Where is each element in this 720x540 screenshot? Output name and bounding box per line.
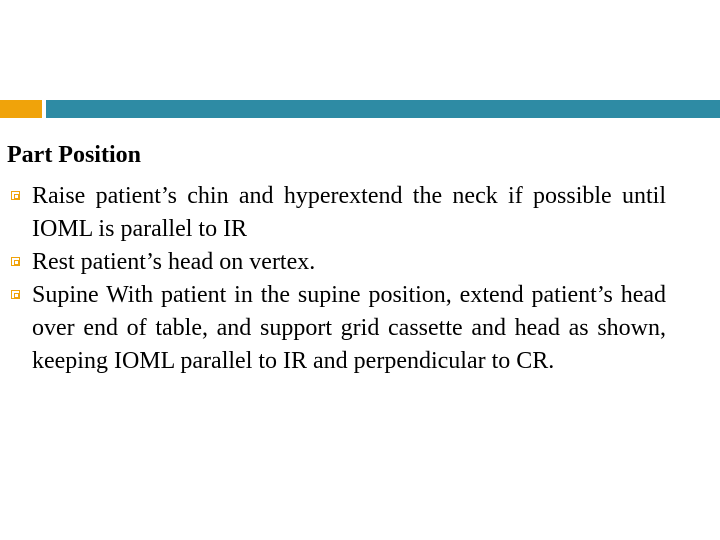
accent-bar [0,100,42,118]
bullet-text: Rest patient’s head on vertex. [32,249,316,275]
bullet-list [0,180,720,378]
square-bullet-icon [11,257,20,266]
bullet-text: Supine With patient in the supine position, extend patient’s head over end of table, and support grid cassette and head as shown, keeping IOML parallel to IR and perpendicular to CR. [32,282,666,374]
slide-heading: Part Position [7,142,141,168]
bullet-item [0,180,720,246]
header-bar [46,100,720,118]
bullet-text: Raise patient’s chin and hyperextend the neck if possible until IOML is parallel to IR [32,183,666,242]
bullet-item [0,246,720,279]
bullet-item [0,279,720,378]
square-bullet-icon [11,191,20,200]
square-bullet-icon [11,290,20,299]
